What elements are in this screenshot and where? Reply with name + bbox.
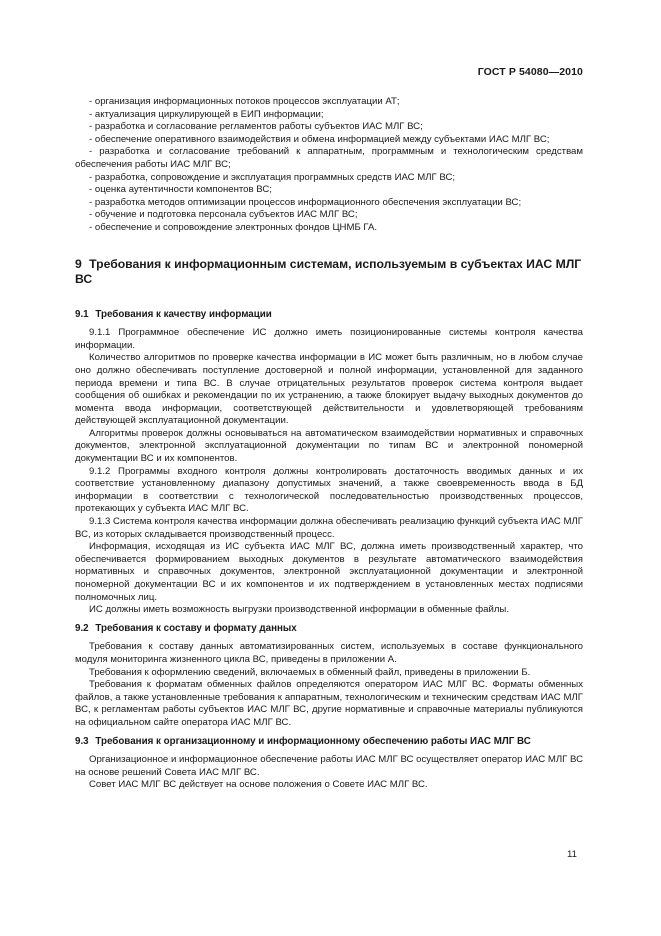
list-item: - обеспечение и сопровождение электронных фондов ЦНМБ ГА. — [89, 221, 378, 233]
subsection-title: Требования к организационному и информационному обеспечению работы ИАС МЛГ ВС — [95, 735, 531, 747]
list-item: - разработка, сопровождение и эксплуатация программных средств ИАС МЛГ ВС; — [89, 171, 456, 183]
paragraph: Количество алгоритмов по проверке качества информации в ИС может быть различным, но в любом случае оно должно обеспечивать поступление достоверной и полной информации, установленной для заданного периода времени и типа ВС. В случае отрицательных результатов проверок система контроля выдает сообщения об ошибках и рекомендации по их устранению, а также блокирует выдачу выходных документов до момента ввода информации, соответствующей действительности и удовлетворяющей требованиям действующей эксплуатационной документации. — [75, 352, 583, 427]
subsection-9-3-heading — [75, 736, 583, 749]
standard-header: ГОСТ Р 54080—2010 — [477, 66, 583, 78]
paragraph: Организационное и информационное обеспечение работы ИАС МЛГ ВС осуществляет оператор ИАС МЛГ ВС на основе решений Совета ИАС МЛГ ВС. — [75, 754, 583, 778]
page-number: 11 — [567, 849, 577, 860]
paragraph: Требования к составу данных автоматизированных систем, используемых в составе функционального модуля мониторинга жизненного цикла ВС, приведены в приложении А. — [75, 641, 583, 665]
list-item: - оценка аутентичности компонентов ВС; — [89, 184, 272, 196]
paragraph: 9.1.3 Система контроля качества информации должна обеспечивать реализацию функций субъекта ИАС МЛГ ВС, из которых складывается производственный процесс. — [75, 516, 583, 540]
paragraph: Требования к оформлению сведений, включаемых в обменный файл, приведены в приложении Б. — [89, 666, 531, 678]
paragraph: Алгоритмы проверок должны основываться на автоматическом взаимодействии нормативных и справочных документов, электронной эксплуатационной документации по типам ВС и электронной пономерной документации ВС и их компонентов. — [75, 427, 583, 465]
section-number: 9 — [75, 256, 82, 271]
list-item: - организация информационных потоков процессов эксплуатации АТ; — [89, 96, 400, 107]
subsection-number: 9.2 — [75, 622, 89, 634]
document-body — [75, 96, 583, 792]
section-9-heading — [75, 257, 583, 287]
section-title: Требования к информационным системам, используемым в субъектах ИАС МЛГ ВС — [75, 256, 582, 286]
subsection-9-1-heading — [75, 309, 583, 322]
subsection-number: 9.3 — [75, 735, 89, 747]
list-item: - обеспечение оперативного взаимодействия и обмена информацией между субъектами ИАС МЛГ ВС; — [89, 133, 550, 145]
list-item: - разработка методов оптимизации процессов информационного обеспечения эксплуатации ВС; — [89, 196, 522, 208]
list-item: - разработка и согласование требований к аппаратным, программным и технологическим средствам обеспечения работы ИАС МЛГ ВС; — [75, 146, 583, 170]
paragraph: 9.1.1 Программное обеспечение ИС должно иметь позиционированные системы контроля качества информации. — [75, 327, 583, 351]
subsection-number: 9.1 — [75, 308, 89, 320]
list-item: - актуализация циркулирующей в ЕИП информации; — [89, 108, 324, 120]
paragraph: Требования к форматам обменных файлов определяются оператором ИАС МЛГ ВС. Форматы обменных файлов, а также установленные требования к аппаратным, технологическим и техническим средствам ИАС МЛГ ВС, к регламентам работы субъектов ИАС МЛГ ВС, другие нормативные и справочные материалы публикуются на официальном сайте оператора ИАС МЛГ ВС. — [75, 679, 583, 728]
paragraph: Совет ИАС МЛГ ВС действует на основе положения о Совете ИАС МЛГ ВС. — [89, 779, 428, 791]
paragraph: ИС должны иметь возможность выгрузки производственной информации в обменные файлы. — [89, 604, 509, 616]
responsibilities-list — [75, 96, 583, 235]
subsection-9-2-heading — [75, 623, 583, 636]
list-item: - разработка и согласование регламентов работы субъектов ИАС МЛГ ВС; — [89, 121, 423, 133]
subsection-title: Требования к составу и формату данных — [95, 622, 297, 634]
subsection-title: Требования к качеству информации — [95, 308, 272, 320]
paragraph: Информация, исходящая из ИС субъекта ИАС МЛГ ВС, должна иметь производственный характер, что обеспечивается формированием выходных документов в результате автоматического взаимодействия нормативных и справочных документов, электронной эксплуатационной документации и электронной пономерной документации ВС и их компонентов и их подтверждением в установленных местах подписями полномочных лиц. — [75, 541, 583, 603]
list-item: - обучение и подготовка персонала субъектов ИАС МЛГ ВС; — [89, 209, 358, 221]
paragraph: 9.1.2 Программы входного контроля должны контролировать достаточность вводимых данных и их соответствие установленному диапазону допустимых значений, а также своевременность ввода в БД информации в соответствии с технологической последовательностью производственных процессов, протекающих у субъекта ИАС МЛГ ВС. — [75, 465, 583, 515]
